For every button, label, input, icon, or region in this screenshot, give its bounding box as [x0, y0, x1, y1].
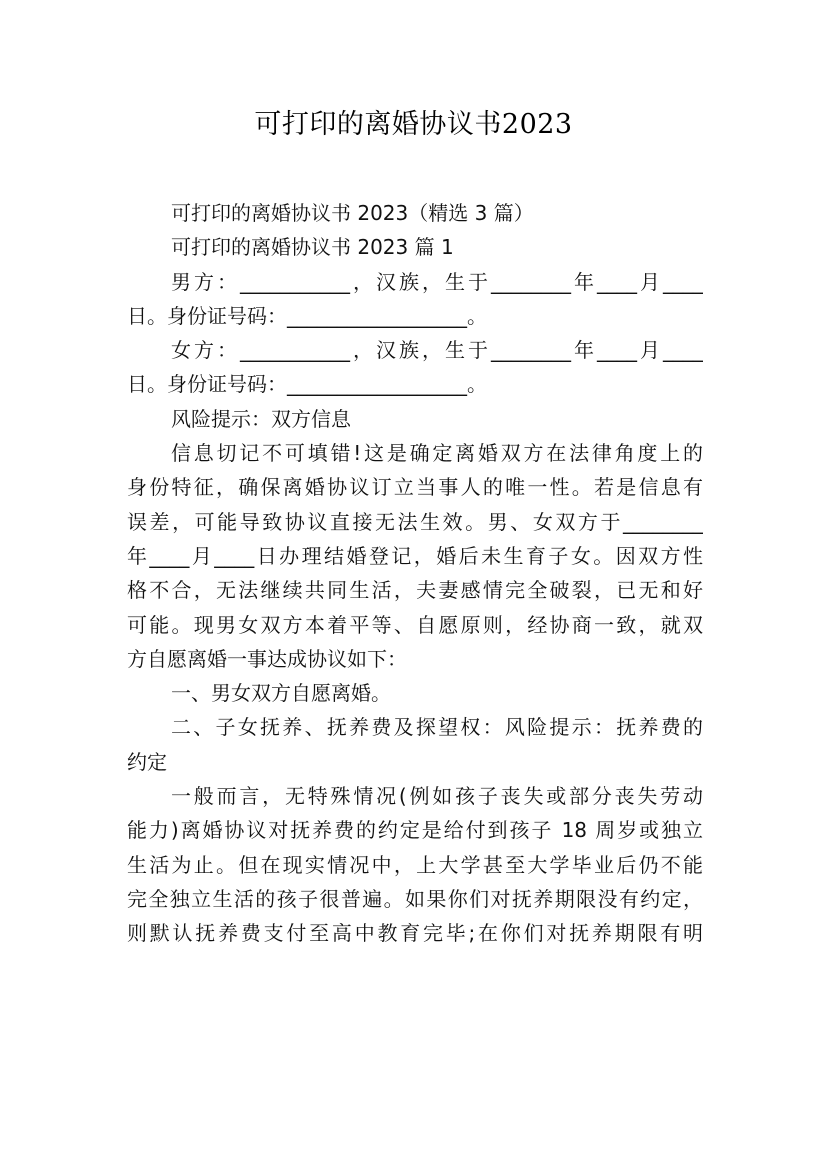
clause-item: 二、子女抚养、抚养费及探望权：风险提示：抚养费的: [171, 715, 703, 740]
document-title: 可打印的离婚协议书2023: [254, 109, 573, 140]
clause-item: 一、男女双方自愿离婚。: [171, 681, 391, 706]
paragraph-line: 信息切记不可填错!这是确定离婚双方在法律角度上的: [171, 441, 703, 466]
paragraph-line: 年____月____日办理结婚登记，婚后未生育子女。因双方性: [127, 543, 703, 568]
paragraph-line: 完全独立生活的孩子很普遍。如果你们对抚养期限没有约定，: [127, 886, 703, 911]
paragraph-line: 一般而言，无特殊情况(例如孩子丧失或部分丧失劳动: [171, 784, 703, 809]
paragraph-line: 可能。现男女双方本着平等、自愿原则，经协商一致，就双: [127, 612, 703, 637]
paragraph-line: 身份特征，确保离婚协议订立当事人的唯一性。若是信息有: [127, 475, 703, 500]
paragraph-line: 格不合，无法继续共同生活，夫妻感情完全破裂，已无和好: [127, 578, 703, 603]
section-heading: 可打印的离婚协议书 2023 篇 1: [171, 235, 454, 260]
paragraph-line: 约定: [127, 749, 167, 774]
paragraph-line: 男方：___________，汉族，生于________年____月____: [171, 269, 703, 294]
paragraph-line: 则默认抚养费支付至高中教育完毕;在你们对抚养期限有明: [127, 921, 703, 946]
paragraph-line: 女方：___________，汉族，生于________年____月____: [171, 338, 703, 363]
paragraph-line: 误差，可能导致协议直接无法生效。男、女双方于________: [127, 509, 703, 534]
subtitle-line: 可打印的离婚协议书 2023（精选 3 篇）: [171, 201, 534, 225]
risk-tip-heading: 风险提示：双方信息: [171, 406, 351, 431]
document-body: [127, 196, 703, 951]
paragraph-line: 日。身份证号码：__________________。: [127, 303, 487, 328]
paragraph-line: 日。身份证号码：__________________。: [127, 372, 487, 397]
paragraph-line: 方自愿离婚一事达成协议如下：: [127, 646, 407, 671]
paragraph-line: 能力)离婚协议对抚养费的约定是给付到孩子 18 周岁或独立: [127, 818, 703, 843]
paragraph-line: 生活为止。但在现实情况中，上大学甚至大学毕业后仍不能: [127, 852, 703, 877]
